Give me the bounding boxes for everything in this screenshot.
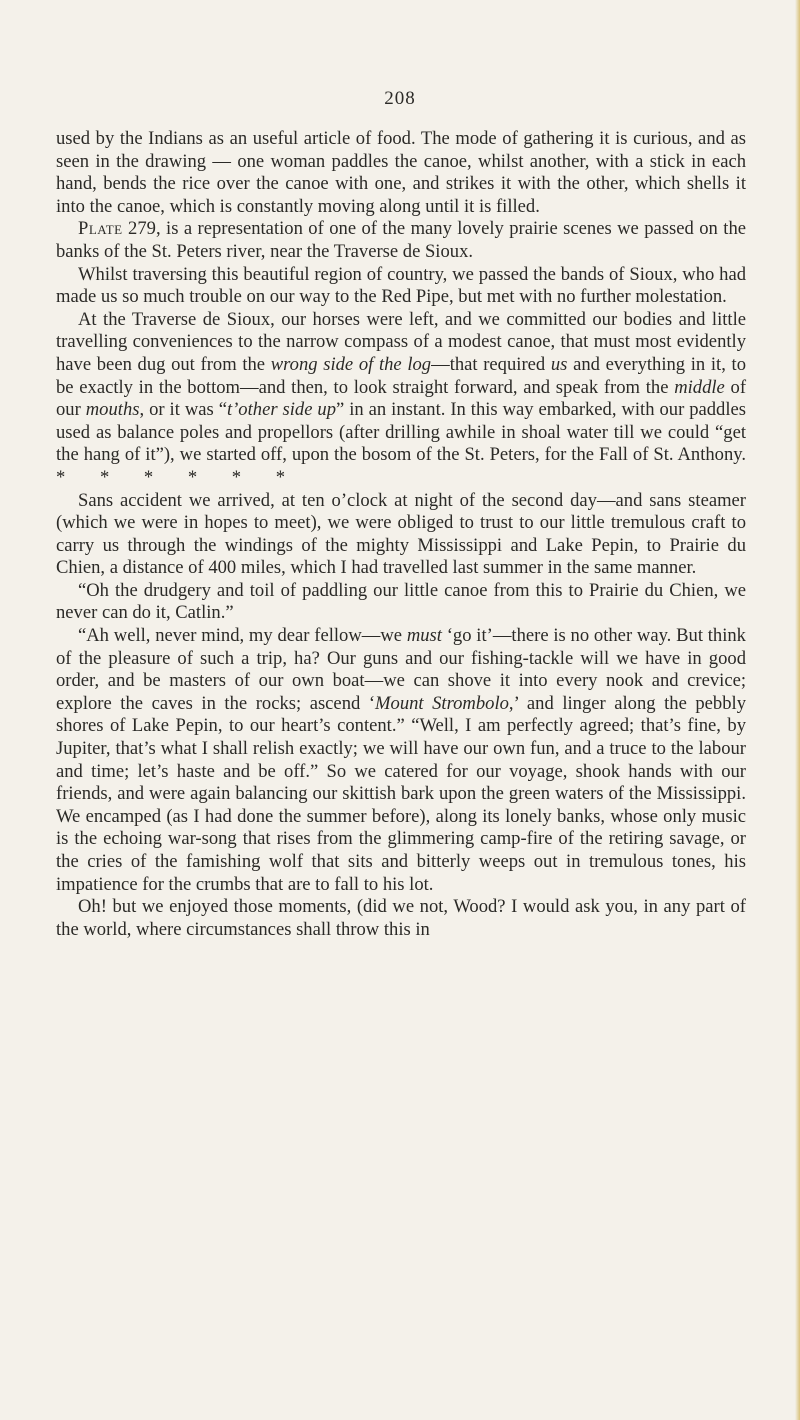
text-segment: used by the Indians as an useful article of food. The mode of gathering it is curious, and as seen in the drawing — one woman paddles the canoe, whilst another, with a stick in each hand, bends the rice over the canoe with one, and strikes it with the other, which shells it into the canoe, which is constantly moving along until it is filled. [56, 128, 746, 217]
text-segment: and everything in it, to be exactly in the bottom—and then, to look straight forward, and speak from the [56, 353, 746, 398]
text-segment: of our [56, 376, 747, 421]
text-segment: Plate [78, 218, 123, 240]
paragraph-never-mind-quote [56, 625, 746, 896]
text-segment: mouths [85, 399, 140, 421]
text-segment: t’other side up [226, 399, 337, 421]
page-edge-decoration [795, 0, 800, 1420]
text-segment: —that required [431, 353, 551, 375]
paragraph-sans-accident [56, 490, 746, 580]
text-segment: ,’ and linger along the pebbly shores of Lake Pepin, to our heart’s content.” “Well, I am perfectly agreed; that’s fine, by Jupiter, that’s what I shall relish exactly; we will have our own fun, and a truce to the labour and time; let’s haste and be off.” So we catered for our voyage, shook hands with our friends, and were again balancing our skittish bark upon the green waters of the Mississippi. We encamped (as I had done the summer before), along its lonely banks, whose only music is the echoing war-song that rises from the glimmering camp-fire of the retiring savage, or the cries of the famishing wolf that sits and bitterly weeps out in tremulous tones, his impatience for the crumbs that are to fall to his lot. [56, 692, 746, 895]
text-segment: Oh! but we enjoyed those moments, (did we not, Wood? I would ask you, in any part of the world, where circumstances shall throw this in [56, 896, 746, 940]
text-segment: middle [674, 376, 725, 398]
paragraph-drudgery-quote [56, 580, 746, 625]
page-number: 208 [384, 88, 416, 109]
text-segment: Mount Strombolo [375, 692, 509, 714]
text-segment: wrong side of the log [270, 353, 432, 375]
paragraph-enjoyed-moments [56, 896, 746, 941]
text-segment: , or it was “ [139, 399, 227, 421]
paragraph-plate-279 [56, 218, 746, 263]
paragraph-wild-rice [56, 128, 746, 218]
text-segment: us [550, 353, 568, 375]
text-segment: Sans accident we arrived, at ten o’clock at night of the second day—and sans steamer (which we were in hopes to meet), we were obliged to trust to our little tremulous craft to carry us through the windings of the mighty Mississippi and Lake Pepin, to Prairie du Chien, a distance of 400 miles, which I had travelled last summer in the same manner. [56, 489, 746, 579]
text-segment: “Ah well, never mind, my dear fellow—we [78, 625, 407, 647]
text-segment: ” in an instant. In this way embarked, with our paddles used as balance poles and propellors (after drilling awhile in shoal water till we could “get the hang of it”), we started off, upon the bosom of the St. Peters, for the Fall of St. Anthony. [56, 399, 747, 466]
body-text [56, 128, 746, 941]
paragraph-traverse-canoe [56, 309, 746, 490]
section-break-asterisks: * * * * * * [56, 466, 286, 488]
paragraph-sioux-bands [56, 264, 746, 309]
text-segment: must [406, 625, 442, 647]
text-segment: “Oh the drudgery and toil of paddling our little canoe from this to Prairie du Chien, we never can do it, Catlin.” [56, 579, 746, 624]
text-segment: Whilst traversing this beautiful region of country, we passed the bands of Sioux, who had made us so much trouble on our way to the Red Pipe, but met with no further molestation. [56, 263, 746, 308]
text-segment: 279, is a representation of one of the many lovely prairie scenes we passed on the banks of the St. Peters river, near the Traverse de Sioux. [56, 218, 746, 262]
text-segment: At the Traverse de Sioux, our horses were left, and we committed our bodies and little travelling conveniences to the narrow compass of a modest canoe, that must most evidently have been dug out from the [56, 308, 746, 375]
text-segment: ‘go it’—there is no other way. But think of the pleasure of such a trip, ha? Our guns and our fishing-tackle will we have in good order, and be masters of our own boat—we can shove it into every nook and crevice; explore the caves in the rocks; ascend ‘ [56, 625, 746, 714]
